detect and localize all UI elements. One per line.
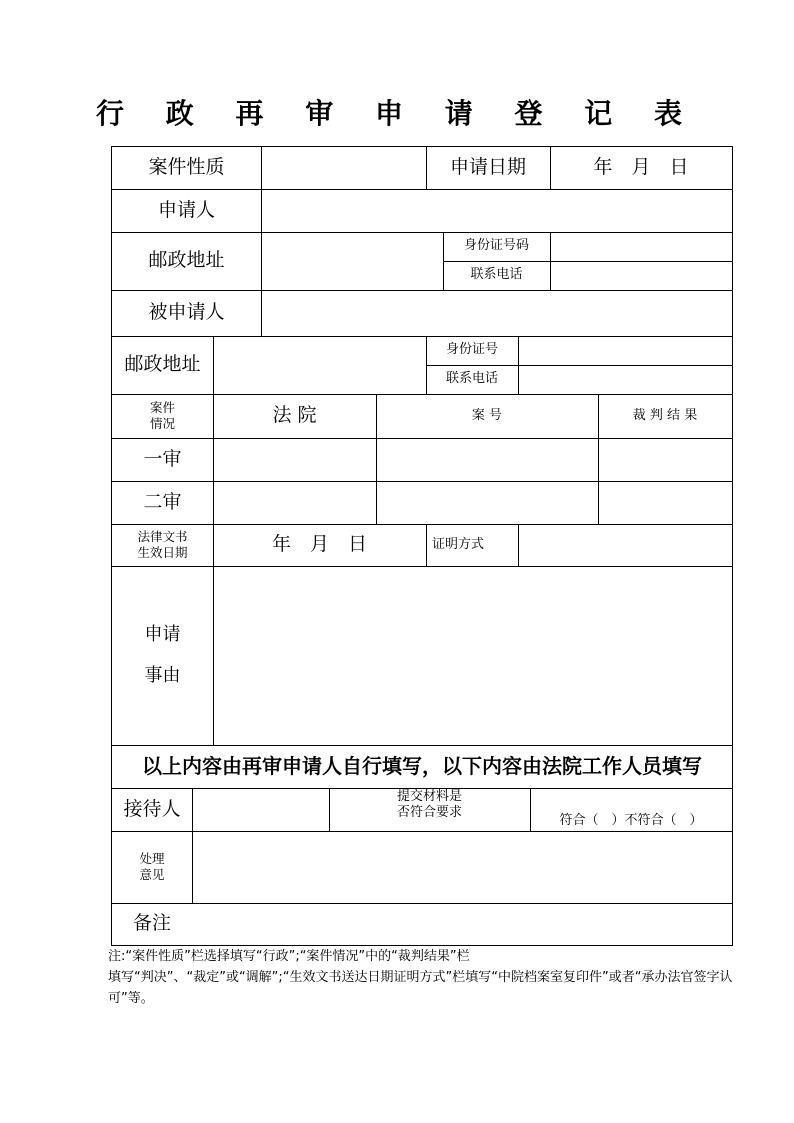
- respondent-id-field[interactable]: [518, 336, 732, 365]
- page-title: 行 政 再 审 申 请 登 记 表: [96, 97, 698, 130]
- applicant-field[interactable]: [262, 189, 732, 232]
- applicant-label: 申请人: [157, 198, 215, 221]
- apply-date-label: 申请日期: [449, 156, 526, 179]
- materials-compliance-label: 提交材料是 否符合要求: [396, 789, 462, 821]
- opinion-field[interactable]: [193, 831, 732, 903]
- applicant-address-label: 邮政地址: [148, 249, 225, 272]
- second-instance-result[interactable]: [599, 481, 732, 524]
- respondent-address-field[interactable]: [214, 336, 426, 394]
- reason-label: [112, 566, 213, 745]
- first-instance-label: 一审: [143, 447, 182, 470]
- proof-method-field[interactable]: [518, 524, 732, 566]
- second-instance-court[interactable]: [214, 481, 376, 524]
- effective-date-label: 法律文书 生效日期: [137, 529, 188, 560]
- applicant-id-field[interactable]: [550, 232, 732, 261]
- compliance-options[interactable]: 符合（ ）不符合（ ）: [559, 812, 703, 828]
- reason-label-line1: 申请: [144, 624, 181, 645]
- case-info-label: 案件 情况: [149, 400, 175, 431]
- respondent-id-label: 身份证号: [445, 342, 498, 358]
- first-instance-result[interactable]: [599, 438, 732, 481]
- applicant-id-label: 身份证号码: [463, 238, 529, 254]
- second-instance-label: 二审: [143, 490, 182, 513]
- receiver-label: 接待人: [123, 797, 181, 820]
- footnote-line2: 填写“判决”、“裁定”或“调解”;“生效文书送达日期证明方式”栏填写“中院档案室复印件”或者“承办法官签字认可”等。: [108, 970, 733, 1006]
- receiver-field[interactable]: [193, 788, 329, 831]
- first-instance-court[interactable]: [214, 438, 376, 481]
- case-nature-field[interactable]: [262, 147, 426, 189]
- registration-form: [111, 146, 733, 946]
- applicant-phone-label: 联系电话: [470, 267, 523, 283]
- remarks-label: 备注: [132, 912, 171, 935]
- respondent-phone-field[interactable]: [518, 365, 732, 394]
- apply-date-field[interactable]: 年 月 日: [593, 156, 689, 179]
- proof-method-label: 证明方式: [432, 536, 485, 552]
- judgment-result-header: 裁 判 结 果: [632, 407, 698, 423]
- fill-instruction: 以上内容由再审申请人自行填写，以下内容由法院工作人员填写: [142, 754, 702, 778]
- footnote: [108, 946, 736, 1009]
- respondent-address-label: 邮政地址: [124, 353, 201, 376]
- second-instance-case-number[interactable]: [377, 481, 598, 524]
- remarks-field[interactable]: [193, 903, 732, 945]
- first-instance-case-number[interactable]: [377, 438, 598, 481]
- applicant-phone-field[interactable]: [550, 261, 732, 290]
- effective-date-field[interactable]: 年 月 日: [271, 533, 367, 556]
- case-number-header: 案 号: [471, 407, 503, 423]
- respondent-phone-label: 联系电话: [445, 371, 498, 387]
- case-nature-label: 案件性质: [148, 156, 225, 179]
- respondent-label: 被申请人: [148, 301, 225, 324]
- opinion-label: 处理 意见: [139, 851, 165, 882]
- reason-label-line2: 事由: [144, 664, 181, 686]
- applicant-address-field[interactable]: [262, 232, 443, 290]
- reason-field[interactable]: [214, 566, 732, 745]
- court-header: 法 院: [272, 404, 317, 427]
- respondent-field[interactable]: [262, 290, 732, 336]
- footnote-line1: 注:“案件性质”栏选择填写“行政”;“案件情况”中的“裁判结果”栏: [108, 949, 470, 964]
